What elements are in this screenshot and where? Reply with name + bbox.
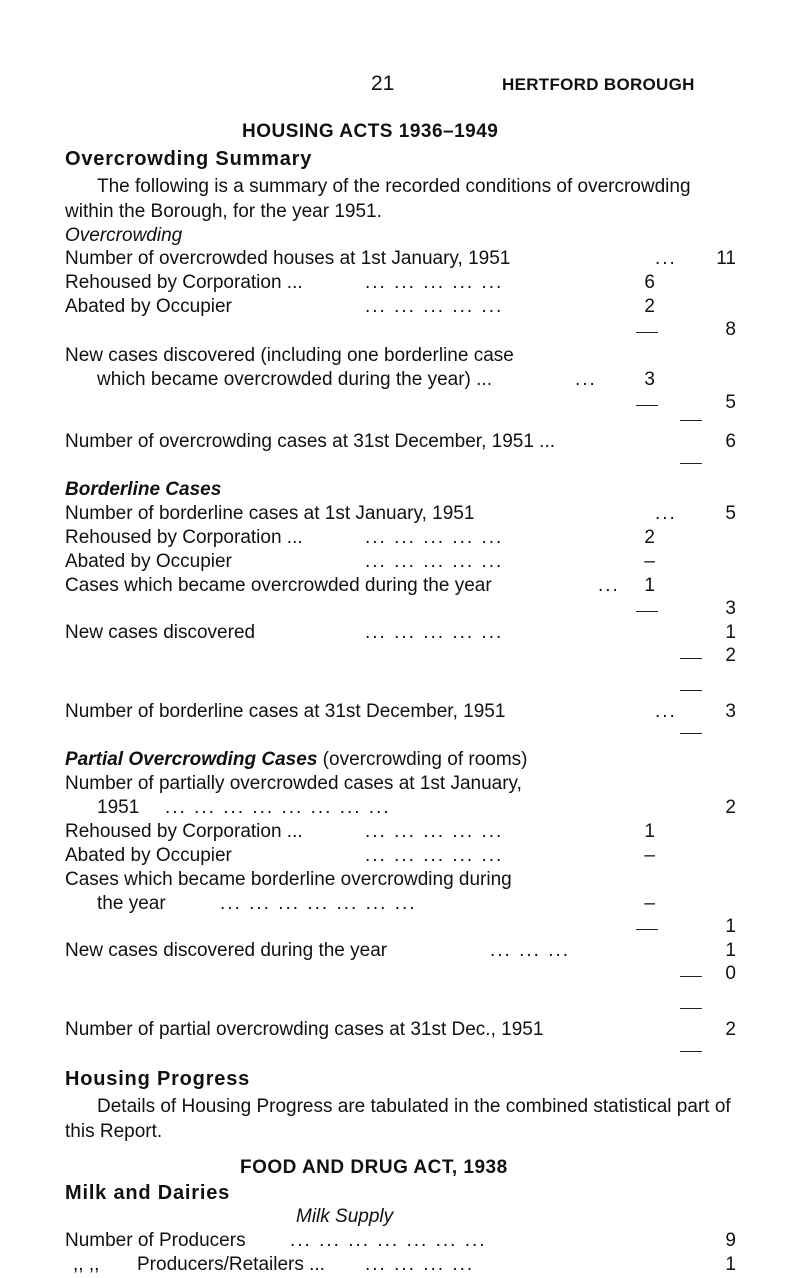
value-partial-1st-jan: 2 [725,797,736,818]
row-borderline-abated: Abated by Occupier ... ... ... ... ... [65,551,504,572]
row-overcrowded-1st-jan: Number of overcrowded houses at 1st January, 1951 ... [65,248,677,269]
borderline-subheading: Borderline Cases [65,479,222,500]
value-partial-rehoused: 1 [644,821,655,842]
row-producers: Number of Producers ... ... ... ... ... ... ... [65,1230,487,1251]
subtotal-rule [636,405,658,406]
housing-progress-text: Details of Housing Progress are tabulated in the combined statistical part of this Report. [65,1096,731,1142]
row-partial-abated: Abated by Occupier ... ... ... ... ... [65,845,504,866]
overcrowding-summary-heading: Overcrowding Summary [65,148,313,170]
subtotal-overcrowding-1: 8 [725,319,736,340]
subtotal-rule [636,332,658,333]
value-overcrowded-1st-jan: 11 [716,248,736,269]
subtotal-borderline-1: 3 [725,598,736,619]
housing-acts-heading: HOUSING ACTS 1936–1949 [242,121,499,142]
total-rule-top [680,420,702,421]
overcrowding-intro: The following is a summary of the recorded conditions of overcrowding within the Borough, for the year 1951. [65,176,691,222]
value-partial-became-borderline: – [644,893,655,914]
total-rule-bottom [680,1051,702,1052]
housing-progress-heading: Housing Progress [65,1068,251,1090]
row-partial-1st-jan-line1: Number of partially overcrowded cases at 1st January, [65,773,522,794]
subtotal-rule [636,611,658,612]
row-borderline-became-overcrowded: Cases which became overcrowded during the year ... [65,575,620,596]
row-partial-became-borderline-line2: the year ... ... ... ... ... ... ... [97,893,417,914]
total-rule-top [680,690,702,691]
value-new-cases: 3 [644,369,655,390]
value-rehoused-corporation: 6 [644,272,655,293]
value-borderline-31st-dec: 3 [725,701,736,722]
row-abated-occupier: Abated by Occupier ... ... ... ... ... [65,296,504,317]
milk-dairies-heading: Milk and Dairies [65,1182,231,1204]
partial-subheading: Partial Overcrowding Cases (overcrowding of rooms) [65,749,528,770]
total-rule-bottom [680,733,702,734]
total-rule-bottom [680,463,702,464]
subtotal-partial-2: 0 [725,963,736,984]
value-borderline-1st-jan: 5 [725,503,736,524]
value-partial-abated: – [644,845,655,866]
value-partial-new-cases: 1 [725,940,736,961]
row-overcrowding-31st-dec: Number of overcrowding cases at 31st December, 1951 ... [65,431,556,452]
row-new-cases-line1: New cases discovered (including one borderline case [65,345,514,366]
page-number: 21 [371,72,395,95]
milk-supply-subheading: Milk Supply [296,1206,394,1227]
subtotal-rule [680,658,702,659]
row-rehoused-corporation: Rehoused by Corporation ... ... ... ... ... ... [65,272,504,293]
value-producers-retailers: 1 [725,1254,736,1275]
row-partial-31st-dec: Number of partial overcrowding cases at 31st Dec., 1951 [65,1019,544,1040]
food-drug-act-heading: FOOD AND DRUG ACT, 1938 [240,1157,508,1178]
subtotal-borderline-2: 2 [725,645,736,666]
overcrowding-subheading: Overcrowding [65,225,183,246]
row-partial-became-borderline-line1: Cases which became borderline overcrowding during [65,869,512,890]
value-overcrowding-31st-dec: 6 [725,431,736,452]
subtotal-rule [680,976,702,977]
row-partial-new-cases: New cases discovered during the year ... ... ... [65,940,571,961]
running-title: HERTFORD BOROUGH [502,75,695,94]
value-borderline-abated: – [644,551,655,572]
total-rule-top [680,1008,702,1009]
row-borderline-new-cases: New cases discovered ... ... ... ... ... [65,622,504,643]
row-borderline-1st-jan: Number of borderline cases at 1st January, 1951 ... [65,503,677,524]
row-partial-1st-jan-line2: 1951 ... ... ... ... ... ... ... ... [97,797,391,818]
row-new-cases-line2: which became overcrowded during the year) ... ... [97,369,597,390]
subtotal-overcrowding-2: 5 [725,392,736,413]
subtotal-partial-1: 1 [725,916,736,937]
value-abated-occupier: 2 [644,296,655,317]
value-producers: 9 [725,1230,736,1251]
value-borderline-new-cases: 1 [725,622,736,643]
value-borderline-rehoused: 2 [644,527,655,548]
value-borderline-became-overcrowded: 1 [644,575,655,596]
value-partial-31st-dec: 2 [725,1019,736,1040]
row-partial-rehoused: Rehoused by Corporation ... ... ... ... ... ... [65,821,504,842]
row-borderline-rehoused: Rehoused by Corporation ... ... ... ... ... ... [65,527,504,548]
row-borderline-31st-dec: Number of borderline cases at 31st December, 1951 ... [65,701,677,722]
row-producers-retailers: ,, ,, Producers/Retailers ... ... ... ... ... [73,1254,475,1275]
subtotal-rule [636,929,658,930]
